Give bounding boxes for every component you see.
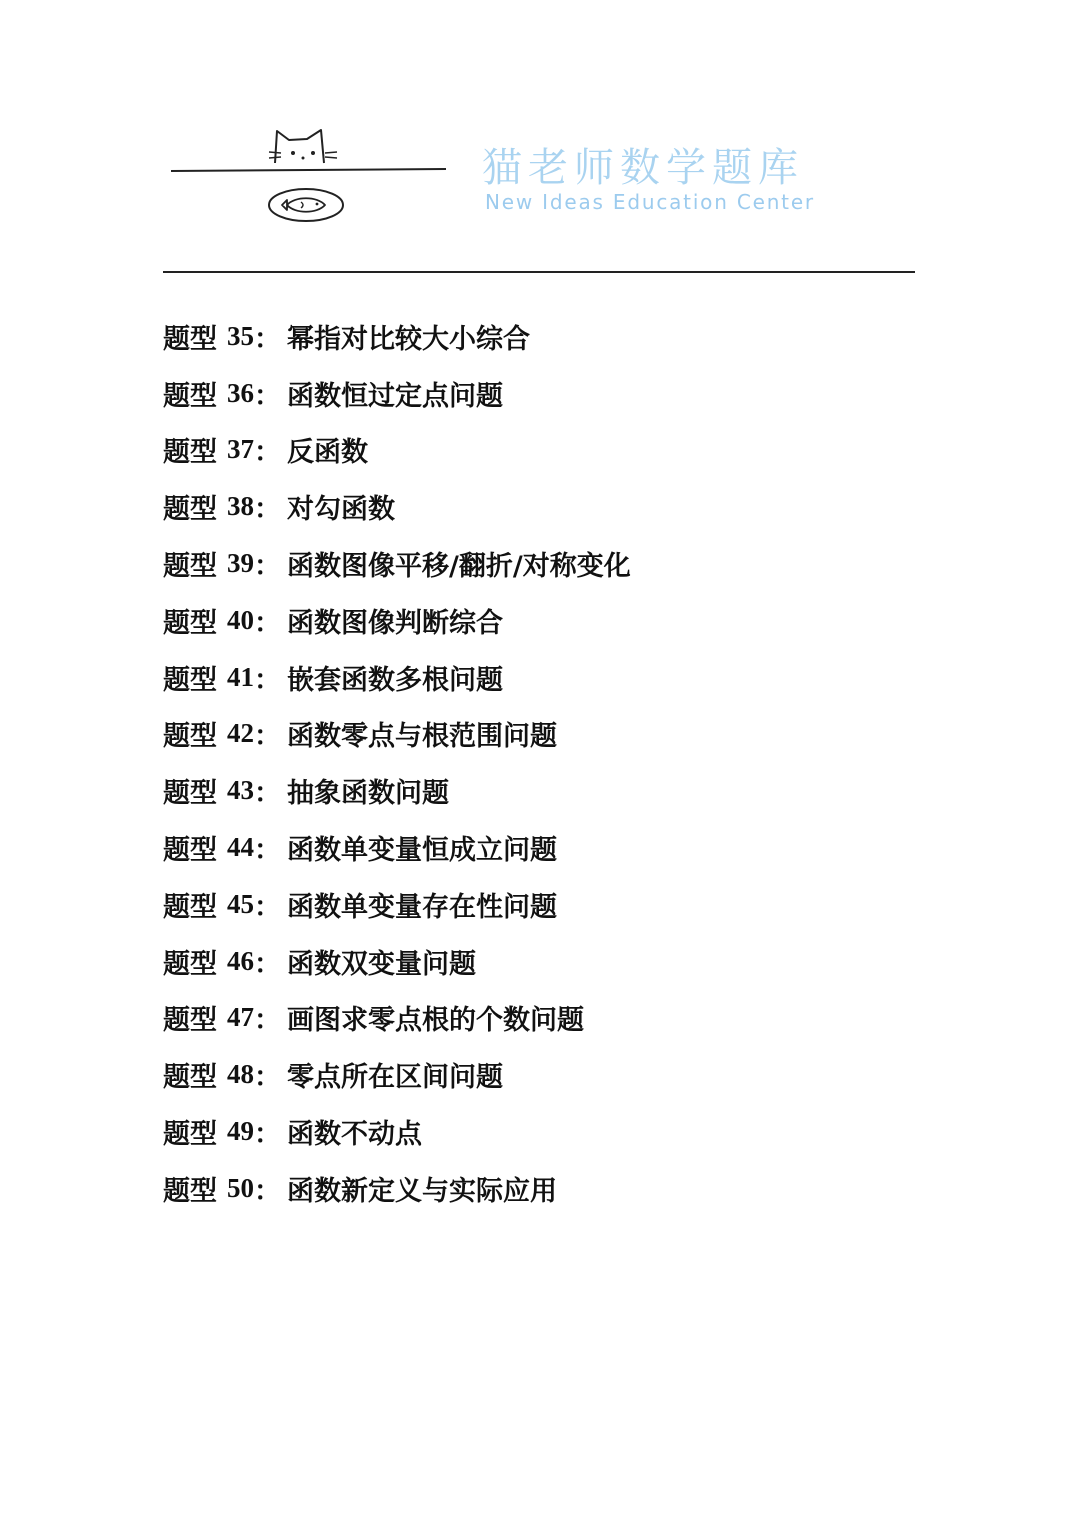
item-colon: ： xyxy=(254,891,281,923)
item-label: 题型 xyxy=(163,948,217,980)
item-label: 题型 xyxy=(163,323,217,355)
item-title: 函数双变量问题 xyxy=(287,948,476,980)
question-type-list xyxy=(163,308,631,1217)
item-title: 函数不动点 xyxy=(287,1119,422,1151)
item-label: 题型 xyxy=(163,607,217,639)
list-item xyxy=(163,762,631,819)
item-colon: ： xyxy=(254,1062,281,1094)
item-number: 43 xyxy=(227,775,254,806)
list-item xyxy=(163,1046,631,1103)
item-colon: ： xyxy=(254,494,281,526)
list-item xyxy=(163,535,631,592)
item-number: 35 xyxy=(227,320,254,351)
list-item xyxy=(163,365,631,422)
list-item xyxy=(163,649,631,706)
item-label: 题型 xyxy=(163,380,217,412)
item-number: 46 xyxy=(227,945,254,976)
item-colon: ： xyxy=(254,948,281,980)
plate-icon xyxy=(269,189,343,221)
list-item xyxy=(163,1160,631,1217)
item-label: 题型 xyxy=(163,1119,217,1151)
item-label: 题型 xyxy=(163,835,217,867)
item-title: 零点所在区间问题 xyxy=(287,1062,503,1094)
list-item xyxy=(163,933,631,990)
item-title: 反函数 xyxy=(287,437,368,469)
list-item xyxy=(163,876,631,933)
cat-head-icon xyxy=(275,130,324,163)
list-item xyxy=(163,478,631,535)
item-number: 47 xyxy=(227,1002,254,1033)
item-title: 画图求零点根的个数问题 xyxy=(287,1005,584,1037)
item-title: 函数图像平移/翻折/对称变化 xyxy=(287,551,631,583)
item-title: 抽象函数问题 xyxy=(287,778,449,810)
item-number: 39 xyxy=(227,548,254,579)
item-label: 题型 xyxy=(163,891,217,923)
item-title: 函数单变量恒成立问题 xyxy=(287,835,557,867)
logo-ground-line xyxy=(171,169,446,171)
item-title: 函数零点与根范围问题 xyxy=(287,721,557,753)
cat-fish-logo xyxy=(165,120,455,230)
item-number: 38 xyxy=(227,491,254,522)
item-number: 42 xyxy=(227,718,254,749)
item-number: 37 xyxy=(227,434,254,465)
list-item xyxy=(163,1103,631,1160)
brand-title-cn: 猫老师数学题库 xyxy=(482,145,804,191)
item-colon: ： xyxy=(254,664,281,696)
item-colon: ： xyxy=(254,437,281,469)
item-number: 36 xyxy=(227,377,254,408)
item-label: 题型 xyxy=(163,494,217,526)
list-item xyxy=(163,592,631,649)
item-title: 函数单变量存在性问题 xyxy=(287,891,557,923)
item-number: 49 xyxy=(227,1116,254,1147)
item-title: 幂指对比较大小综合 xyxy=(287,323,530,355)
item-label: 题型 xyxy=(163,721,217,753)
item-number: 45 xyxy=(227,888,254,919)
item-colon: ： xyxy=(254,607,281,639)
item-number: 40 xyxy=(227,604,254,635)
item-label: 题型 xyxy=(163,1005,217,1037)
item-label: 题型 xyxy=(163,1062,217,1094)
list-item xyxy=(163,819,631,876)
item-colon: ： xyxy=(254,380,281,412)
list-item xyxy=(163,990,631,1047)
item-title: 嵌套函数多根问题 xyxy=(287,664,503,696)
item-colon: ： xyxy=(254,1175,281,1207)
item-title: 函数恒过定点问题 xyxy=(287,380,503,412)
item-title: 函数新定义与实际应用 xyxy=(287,1175,557,1207)
item-title: 函数图像判断综合 xyxy=(287,607,503,639)
item-number: 44 xyxy=(227,832,254,863)
list-item xyxy=(163,422,631,479)
item-label: 题型 xyxy=(163,437,217,469)
item-colon: ： xyxy=(254,721,281,753)
brand-title-en: New Ideas Education Center xyxy=(485,190,815,214)
item-number: 41 xyxy=(227,661,254,692)
item-colon: ： xyxy=(254,778,281,810)
item-title: 对勾函数 xyxy=(287,494,395,526)
item-label: 题型 xyxy=(163,551,217,583)
item-label: 题型 xyxy=(163,1175,217,1207)
item-colon: ： xyxy=(254,323,281,355)
item-label: 题型 xyxy=(163,778,217,810)
item-colon: ： xyxy=(254,1005,281,1037)
item-colon: ： xyxy=(254,835,281,867)
item-label: 题型 xyxy=(163,664,217,696)
list-item xyxy=(163,308,631,365)
item-number: 50 xyxy=(227,1172,254,1203)
item-colon: ： xyxy=(254,1119,281,1151)
header-divider xyxy=(163,271,915,273)
item-colon: ： xyxy=(254,551,281,583)
item-number: 48 xyxy=(227,1059,254,1090)
list-item xyxy=(163,706,631,763)
